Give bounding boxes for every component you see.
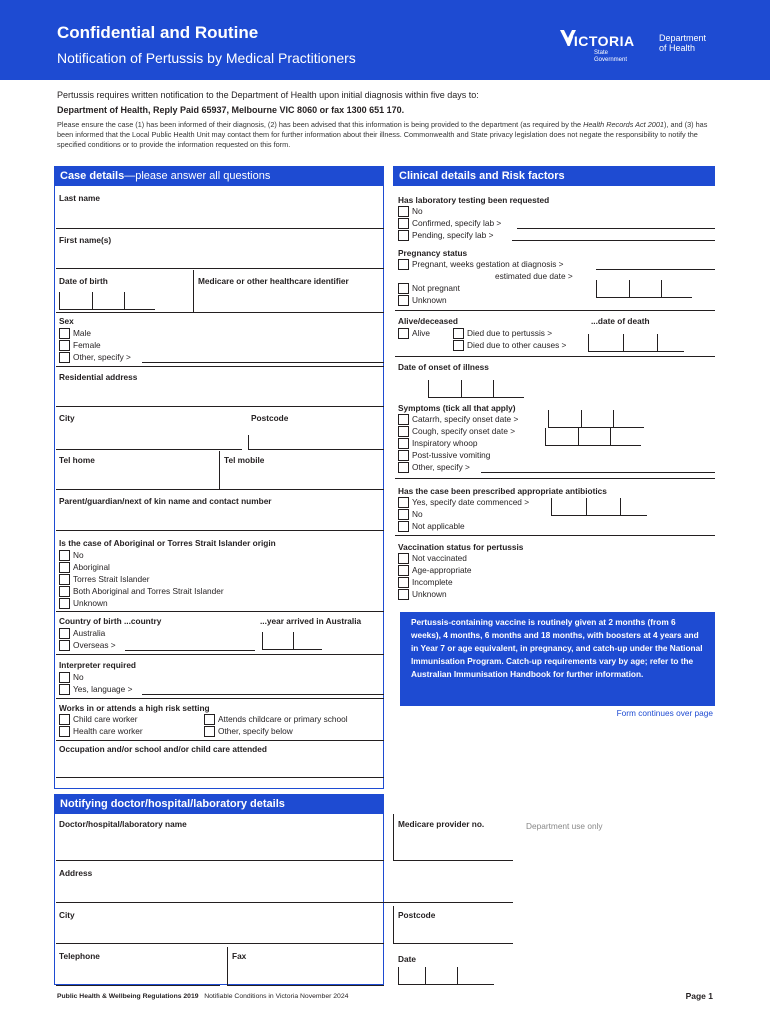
symptom-cough-label: Cough, specify onset date >	[412, 426, 516, 436]
case-details-heading-note: —please answer all questions	[124, 170, 271, 182]
lab-no-checkbox[interactable]	[398, 206, 409, 217]
page-header	[0, 0, 770, 80]
died-pertussis-checkbox[interactable]	[453, 328, 464, 339]
department-name: Department of Health	[659, 33, 707, 53]
atsi-unknown-checkbox[interactable]	[59, 598, 70, 609]
alive-alive-label: Alive	[412, 328, 430, 338]
notifier-name-field[interactable]	[56, 860, 384, 861]
antibiotic-no-checkbox[interactable]	[398, 509, 409, 520]
vacc-age-appropriate-label: Age-appropriate	[412, 565, 472, 575]
fax-divider	[227, 947, 228, 985]
risk-childcare-worker-checkbox[interactable]	[59, 714, 70, 725]
residential-address-field[interactable]	[56, 406, 384, 407]
catarrh-month-separator	[613, 410, 614, 428]
fax-field[interactable]	[227, 985, 384, 986]
preg-due-date-field[interactable]	[596, 280, 692, 298]
symptom-catarrh-checkbox[interactable]	[398, 414, 409, 425]
sex-male-label: Male	[73, 328, 91, 338]
catarrh-day-separator	[581, 410, 582, 428]
preg-due-label: estimated due date >	[495, 271, 573, 281]
sex-other-checkbox[interactable]	[59, 352, 70, 363]
vacc-age-appropriate-checkbox[interactable]	[398, 565, 409, 576]
notifier-address-field[interactable]	[56, 902, 513, 903]
provider-field[interactable]	[393, 860, 513, 861]
onset-date-field[interactable]	[428, 380, 524, 398]
atsi-label: Is the case of Aboriginal or Torres Strait Islander origin	[59, 538, 276, 548]
last-name-field[interactable]	[56, 228, 384, 229]
symptom-other-label: Other, specify >	[412, 462, 470, 472]
form-continues-note: Form continues over page	[616, 708, 713, 718]
victoria-logo	[558, 28, 640, 66]
preg-not-pregnant-checkbox[interactable]	[398, 283, 409, 294]
vaccination-label: Vaccination status for pertussis	[398, 542, 524, 552]
antibiotic-day-separator	[586, 498, 587, 516]
risk-other-checkbox[interactable]	[204, 726, 215, 737]
country-overseas-field[interactable]	[125, 650, 255, 651]
sex-label: Sex	[59, 316, 74, 326]
notifier-city-label: City	[59, 910, 75, 920]
footer-regulation: Public Health & Wellbeing Regulations 2019	[57, 993, 199, 1000]
cough-day-separator	[578, 428, 579, 446]
notifier-heading: Notifying doctor/hospital/laboratory details	[54, 794, 384, 814]
symptom-vomiting-label: Post-tussive vomiting	[412, 450, 491, 460]
lab-confirmed-checkbox[interactable]	[398, 218, 409, 229]
died-other-label: Died due to other causes >	[467, 340, 567, 350]
notifier-postcode-label: Postcode	[398, 910, 436, 920]
interpreter-no-checkbox[interactable]	[59, 672, 70, 683]
privacy-notice-pre: Please ensure the case (1) has been informed of their diagnosis, (2) has been advised that this information is being provided to the department (as required by the	[57, 120, 584, 129]
date-of-death-field[interactable]	[588, 334, 684, 352]
antibiotic-date-field[interactable]	[551, 498, 647, 516]
vacc-incomplete-label: Incomplete	[412, 577, 453, 587]
year-arrived-field[interactable]	[262, 632, 322, 650]
case-details-heading-title: Case details	[60, 170, 125, 182]
death-day-separator	[623, 334, 624, 352]
first-names-label: First name(s)	[59, 235, 112, 245]
lab-no-label: No	[412, 206, 423, 216]
risk-attends-school-label: Attends childcare or primary school	[218, 714, 348, 724]
pregnancy-label: Pregnancy status	[398, 248, 468, 258]
residential-address-label: Residential address	[59, 372, 138, 382]
privacy-notice	[57, 120, 717, 150]
dob-month-separator	[124, 292, 125, 310]
lab-pending-label: Pending, specify lab >	[412, 230, 494, 240]
dob-row-line	[56, 312, 384, 313]
intro-address: Department of Health, Reply Paid 65937, Melbourne VIC 8060 or fax 1300 651 170.	[57, 105, 405, 115]
preg-weeks-field[interactable]	[596, 269, 715, 270]
atsi-aboriginal-checkbox[interactable]	[59, 562, 70, 573]
symptom-cough-checkbox[interactable]	[398, 426, 409, 437]
preg-due-month-separator	[661, 280, 662, 298]
vacc-not-vaccinated-checkbox[interactable]	[398, 553, 409, 564]
occupation-label: Occupation and/or school and/or child care attended	[59, 744, 267, 754]
department-use-label: Department use only	[526, 821, 603, 831]
notifier-day-separator	[425, 967, 426, 985]
onset-day-separator	[461, 380, 462, 398]
antibiotics-row-line	[395, 535, 715, 536]
city-label: City	[59, 413, 75, 423]
risk-other-label: Other, specify below	[218, 726, 293, 736]
risk-label: Works in or attends a high risk setting	[59, 703, 210, 713]
interpreter-language-field[interactable]	[142, 694, 384, 695]
atsi-unknown-label: Unknown	[73, 598, 108, 608]
tel-row-line[interactable]	[56, 489, 384, 490]
preg-unknown-label: Unknown	[412, 295, 447, 305]
provider-label: Medicare provider no.	[398, 819, 485, 829]
symptom-whoop-label: Inspiratory whoop	[412, 438, 478, 448]
country-australia-label: Australia	[73, 628, 106, 638]
atsi-no-checkbox[interactable]	[59, 550, 70, 561]
vacc-not-vaccinated-label: Not vaccinated	[412, 553, 467, 563]
lab-pending-field[interactable]	[512, 240, 715, 241]
preg-due-day-separator	[629, 280, 630, 298]
symptoms-label: Symptoms (tick all that apply)	[398, 403, 516, 413]
case-details-heading	[54, 166, 384, 186]
country-australia-checkbox[interactable]	[59, 628, 70, 639]
alive-label: Alive/deceased	[398, 316, 458, 326]
country-overseas-label: Overseas >	[73, 640, 116, 650]
interpreter-yes-checkbox[interactable]	[59, 684, 70, 695]
antibiotics-label: Has the case been prescribed appropriate antibiotics	[398, 486, 607, 496]
vacc-incomplete-checkbox[interactable]	[398, 577, 409, 588]
telephone-field[interactable]	[56, 985, 220, 986]
vaccine-schedule-note: Pertussis-containing vaccine is routinely given at 2 months (from 6 weeks), 4 months, 6 months and 18 months, with boosters at 4 years and in Year 7 or age equivalent, in pregnancy, and catch-up under the National Immunisation Program. Catch-up requirements vary by age; refer to the Australian Immunisation Handbook for further information.	[400, 612, 715, 706]
sex-other-field[interactable]	[142, 362, 384, 363]
preg-not-pregnant-label: Not pregnant	[412, 283, 460, 293]
onset-label: Date of onset of illness	[398, 362, 489, 372]
country-label: Country of birth ...country	[59, 616, 162, 626]
tel-home-label: Tel home	[59, 455, 95, 465]
sex-female-checkbox[interactable]	[59, 340, 70, 351]
lab-confirmed-label: Confirmed, specify lab >	[412, 218, 502, 228]
risk-attends-school-checkbox[interactable]	[204, 714, 215, 725]
notifier-month-separator	[457, 967, 458, 985]
interpreter-yes-label: Yes, language >	[73, 684, 133, 694]
atsi-aboriginal-label: Aboriginal	[73, 562, 110, 572]
atsi-tsi-label: Torres Strait Islander	[73, 574, 150, 584]
tel-mobile-label: Tel mobile	[224, 455, 265, 465]
lab-label: Has laboratory testing been requested	[398, 195, 550, 205]
notifier-city-field[interactable]	[56, 943, 384, 944]
atsi-both-label: Both Aboriginal and Torres Strait Islander	[73, 586, 224, 596]
country-row-line	[56, 654, 384, 655]
cough-month-separator	[610, 428, 611, 446]
died-other-checkbox[interactable]	[453, 340, 464, 351]
notifier-name-label: Doctor/hospital/laboratory name	[59, 819, 187, 829]
sex-male-checkbox[interactable]	[59, 328, 70, 339]
tel-divider	[219, 451, 220, 489]
risk-row-line	[56, 740, 384, 741]
interpreter-no-label: No	[73, 672, 84, 682]
symptom-other-checkbox[interactable]	[398, 462, 409, 473]
antibiotic-na-checkbox[interactable]	[398, 521, 409, 532]
notifier-postcode-divider	[393, 906, 394, 944]
occupation-field[interactable]	[56, 777, 384, 778]
lab-confirmed-field[interactable]	[517, 228, 715, 229]
symptoms-row-line	[395, 478, 715, 479]
symptom-catarrh-label: Catarrh, specify onset date >	[412, 414, 519, 424]
atsi-no-label: No	[73, 550, 84, 560]
page-number: Page 1	[685, 991, 713, 1001]
death-month-separator	[657, 334, 658, 352]
postcode-divider	[248, 435, 249, 449]
atsi-row-line	[56, 611, 384, 612]
antibiotic-no-label: No	[412, 509, 423, 519]
postcode-label: Postcode	[251, 413, 289, 423]
guardian-field[interactable]	[56, 530, 384, 531]
died-pertussis-label: Died due to pertussis >	[467, 328, 553, 338]
last-name-label: Last name	[59, 193, 101, 203]
date-of-death-label: ...date of death	[591, 316, 650, 326]
preg-pregnant-label: Pregnant, weeks gestation at diagnosis >	[412, 259, 564, 269]
first-names-field[interactable]	[56, 268, 384, 269]
dob-field[interactable]	[59, 292, 155, 310]
country-overseas-checkbox[interactable]	[59, 640, 70, 651]
year-arrived-label: ...year arrived in Australia	[260, 616, 362, 626]
preg-unknown-checkbox[interactable]	[398, 295, 409, 306]
postcode-field[interactable]	[248, 449, 384, 450]
onset-month-separator	[493, 380, 494, 398]
guardian-label: Parent/guardian/next of kin name and contact number	[59, 496, 272, 506]
pregnancy-row-line	[395, 310, 715, 311]
medicare-label: Medicare or other healthcare identifier	[198, 276, 349, 286]
antibiotic-na-label: Not applicable	[412, 521, 465, 531]
notifier-postcode-field[interactable]	[393, 943, 513, 944]
symptom-whoop-checkbox[interactable]	[398, 438, 409, 449]
notifier-date-field[interactable]	[398, 967, 494, 985]
sex-row-line	[56, 366, 384, 367]
lab-pending-checkbox[interactable]	[398, 230, 409, 241]
interpreter-row-line	[56, 698, 384, 699]
atsi-tsi-checkbox[interactable]	[59, 574, 70, 585]
symptom-vomiting-checkbox[interactable]	[398, 450, 409, 461]
privacy-notice-act: Health Records Act 2001	[583, 120, 664, 129]
dob-day-separator	[92, 292, 93, 310]
date-label: Date	[398, 954, 416, 964]
logo-subtext: State Government	[594, 50, 628, 63]
atsi-both-checkbox[interactable]	[59, 586, 70, 597]
interpreter-label: Interpreter required	[59, 660, 136, 670]
dob-divider	[193, 270, 194, 312]
antibiotic-yes-label: Yes, specify date commenced >	[412, 497, 530, 507]
vacc-unknown-checkbox[interactable]	[398, 589, 409, 600]
risk-healthcare-worker-label: Health care worker	[73, 726, 143, 736]
clinical-heading: Clinical details and Risk factors	[393, 166, 715, 186]
logo-wordmark: VICTORIA	[564, 33, 635, 49]
form-subtitle: Notification of Pertussis by Medical Practitioners	[57, 50, 356, 66]
city-field[interactable]	[56, 449, 242, 450]
alive-row-line	[395, 356, 715, 357]
fax-label: Fax	[232, 951, 247, 961]
preg-pregnant-checkbox[interactable]	[398, 259, 409, 270]
risk-childcare-worker-label: Child care worker	[73, 714, 138, 724]
antibiotic-month-separator	[620, 498, 621, 516]
vacc-unknown-label: Unknown	[412, 589, 447, 599]
cough-date-field[interactable]	[545, 428, 641, 446]
privacy-notice-post: ), and (3) has been informed that the Local Public Health Unit may contact them for further information about their illness. Commonwealth and State privacy legislation does not negate the responsibility to notify the specified conditions or to provide the information requested on this form.	[57, 120, 708, 149]
telephone-label: Telephone	[59, 951, 100, 961]
year-arrived-separator	[293, 632, 294, 650]
page-footer	[57, 993, 348, 1000]
catarrh-date-field[interactable]	[548, 410, 644, 428]
antibiotic-yes-checkbox[interactable]	[398, 497, 409, 508]
form-title: Confidential and Routine	[57, 23, 259, 42]
symptom-other-field[interactable]	[481, 472, 715, 473]
footer-detail: Notifiable Conditions in Victoria November 2024	[204, 993, 349, 1000]
dob-label: Date of birth	[59, 276, 108, 286]
notifier-address-label: Address	[59, 868, 93, 878]
sex-other-label: Other, specify >	[73, 352, 131, 362]
risk-healthcare-worker-checkbox[interactable]	[59, 726, 70, 737]
intro-line: Pertussis requires written notification to the Department of Health upon initial diagnosis within five days to:	[57, 90, 479, 100]
provider-divider	[393, 814, 394, 861]
alive-alive-checkbox[interactable]	[398, 328, 409, 339]
sex-female-label: Female	[73, 340, 101, 350]
